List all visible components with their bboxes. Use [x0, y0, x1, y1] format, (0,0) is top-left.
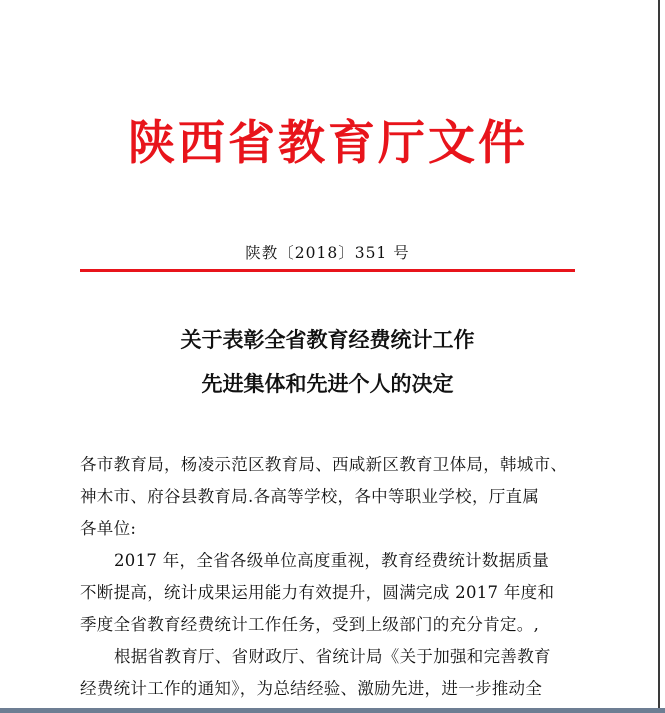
body-line-4: 2017 年，全省各级单位高度重视，教育经费统计数据质量	[114, 551, 550, 570]
body-line-6: 季度全省教育经费统计工作任务，受到上级部门的充分肯定。,	[80, 615, 540, 634]
body-line-7: 根据省教育厅、省财政厅、省统计局《关于加强和完善教育	[114, 647, 551, 666]
page-right-border	[658, 0, 660, 713]
body-line-2: 神木市、府谷县教育局.各高等学校，各中等职业学校，厅直属	[80, 487, 540, 506]
body-line-5: 不断提高，统计成果运用能力有效提升，圆满完成 2017 年度和	[80, 583, 555, 602]
body-line-1: 各市教育局，杨凌示范区教育局、西咸新区教育卫体局，韩城市、	[80, 455, 568, 474]
document-title	[80, 318, 575, 406]
document-header-title: 陕西省教育厅文件	[128, 116, 528, 171]
document-body	[80, 449, 580, 705]
body-line-8: 经费统计工作的通知》，为总结经验、激励先进，进一步推动全	[80, 679, 543, 698]
title-line-2: 先进集体和先进个人的决定	[201, 371, 454, 396]
red-header-rule	[80, 269, 575, 272]
document-number: 陕教〔2018〕351 号	[245, 244, 410, 262]
body-line-3: 各单位:	[80, 519, 137, 538]
viewer-bottom-bar	[0, 708, 665, 713]
title-line-1: 关于表彰全省教育经费统计工作	[180, 327, 475, 352]
